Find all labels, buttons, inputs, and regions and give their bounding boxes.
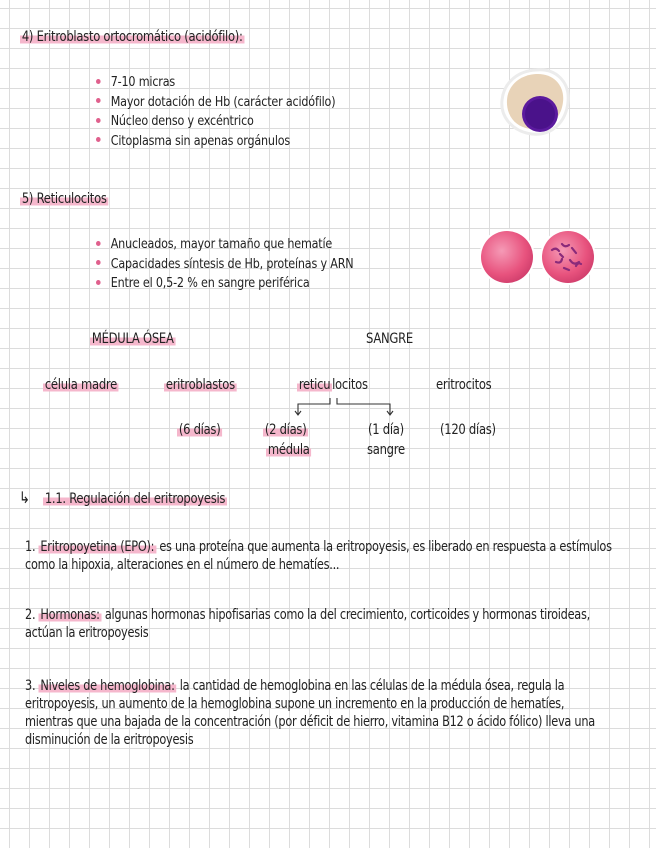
list-item: Núcleo denso y excéntrico — [96, 112, 335, 132]
item-text: es una proteína que aumenta la eritropoyesis, es liberado en respuesta a estímulos como la hipoxia, alteraciones en el número de hematíes... — [25, 539, 612, 573]
medula-heading: MÉDULA ÓSEA — [91, 331, 174, 347]
location-sangre: sangre — [367, 442, 405, 458]
item-hormonas — [25, 606, 619, 642]
list-item: Mayor dotación de Hb (carácter acidófilo) — [96, 93, 335, 113]
list-item: Anucleados, mayor tamaño que hematíe — [96, 235, 353, 255]
subsection-title: 1.1. Regulación del eritropoyesis — [44, 491, 226, 507]
location-medula: médula — [267, 442, 310, 458]
duration-reticulocyte-medula: (2 días) — [264, 422, 307, 438]
stage-eritroblastos: eritroblastos — [165, 377, 235, 393]
item-number: 3. — [25, 678, 36, 694]
list-item: 7-10 micras — [96, 73, 335, 93]
stage-celula-madre: célula madre — [44, 377, 117, 393]
duration-eritroblastos: (6 días) — [178, 422, 221, 438]
reticulocyte-cells-image — [476, 226, 600, 288]
stage-reticulocitos: reticu locitos — [298, 377, 368, 393]
reticulocyte-split-arrows — [290, 396, 400, 418]
item-hemoglobina — [25, 677, 615, 749]
arrow-icon: ↳ — [19, 488, 30, 507]
sangre-heading: SANGRE — [366, 331, 413, 347]
section-4-title: 4) Eritroblasto ortocromático (acidófilo): — [21, 29, 243, 45]
list-item: Citoplasma sin apenas orgánulos — [96, 132, 335, 152]
item-text: algunas hormonas hipofisarias como la del crecimiento, corticoides y hormonas tiroideas, actúan la eritropoyesis — [25, 607, 590, 641]
stage-eritrocitos: eritrocitos — [436, 377, 492, 393]
item-number: 1. — [25, 539, 36, 555]
section-5-title: 5) Reticulocitos — [21, 191, 107, 207]
section-4-bullets — [96, 73, 356, 151]
duration-reticulocyte-sangre: (1 día) — [368, 422, 404, 438]
section-5-bullets — [96, 235, 376, 294]
item-term: Eritropoyetina (EPO): — [40, 539, 155, 555]
item-term: Niveles de hemoglobina: — [40, 678, 175, 694]
list-item: Capacidades síntesis de Hb, proteínas y ARN — [96, 255, 353, 275]
item-term: Hormonas: — [40, 607, 100, 623]
list-item: Entre el 0,5-2 % en sangre periférica — [96, 274, 353, 294]
item-epo — [25, 538, 619, 574]
item-text: la cantidad de hemoglobina en las células de la médula ósea, regula la eritropoyesis, un aumento de la hemoglobina supone un incremento en la producción de hematíes, mientras que una bajada de la concentración (por déficit de hierro, vitamina B12 o ácido fólico) lleva una disminución de la eritropoyesis — [25, 678, 595, 748]
erythroblast-cell-image — [496, 66, 574, 140]
duration-eritrocitos: (120 días) — [440, 422, 496, 438]
item-number: 2. — [25, 607, 36, 623]
